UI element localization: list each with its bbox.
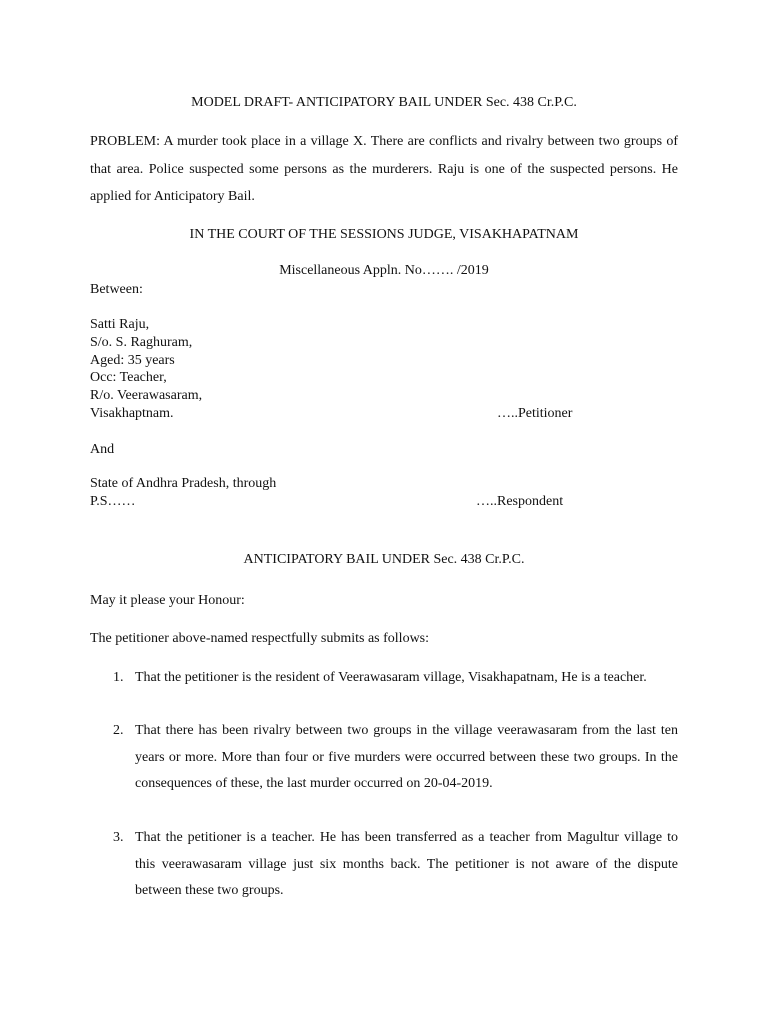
petitioner-role: …..Petitioner: [497, 406, 573, 421]
section-heading: ANTICIPATORY BAIL UNDER Sec. 438 Cr.P.C.: [243, 552, 525, 567]
list-number: 3.: [113, 830, 124, 845]
salutation: May it please your Honour:: [90, 593, 245, 608]
petitioner-line: Aged: 35 years: [90, 352, 175, 368]
list-text: That there has been rivalry between two groups in the village veerawasaram from the last ten years or more. More than four or five murders were occurred between these two groups. In the consequences of these, the last murder occurred on 20-04-2019.: [135, 723, 678, 791]
court-heading: IN THE COURT OF THE SESSIONS JUDGE, VISAKHAPATNAM: [189, 227, 579, 242]
respondent-role: …..Respondent: [476, 494, 564, 509]
problem-statement: PROBLEM: A murder took place in a village X. There are conflicts and rivalry between two groups of that area. Police suspected some persons as the murderers. Raju is one of the suspected persons. He applied for Anticipatory Bail.: [90, 134, 678, 204]
petitioner-line: Occ: Teacher,: [90, 370, 167, 386]
intro-text: The petitioner above-named respectfully submits as follows:: [90, 631, 430, 646]
and-label: And: [90, 442, 115, 457]
application-number: Miscellaneous Appln. No……. /2019: [279, 263, 489, 278]
document-title: MODEL DRAFT- ANTICIPATORY BAIL UNDER Sec. 438 Cr.P.C.: [191, 95, 577, 110]
between-label: Between:: [90, 282, 143, 297]
respondent-line: P.S……: [90, 493, 136, 509]
petitioner-line: Satti Raju,: [90, 317, 150, 332]
list-number: 1.: [113, 670, 124, 685]
respondent-details: [90, 475, 276, 511]
petitioner-line: R/o. Veerawasaram,: [90, 388, 203, 404]
petitioner-details: [90, 316, 202, 423]
petitioner-line: S/o. S. Raghuram,: [90, 334, 193, 350]
list-number: 2.: [113, 723, 124, 738]
respondent-line: State of Andhra Pradesh, through: [90, 476, 277, 491]
list-text: That the petitioner is a teacher. He has been transferred as a teacher from Magultur village to this veerawasaram village just six months back. The petitioner is not aware of the dispute between these two groups.: [135, 830, 678, 898]
list-text: That the petitioner is the resident of Veerawasaram village, Visakhapatnam, He is a teacher.: [135, 670, 647, 685]
petitioner-line: Visakhaptnam.: [90, 405, 174, 421]
